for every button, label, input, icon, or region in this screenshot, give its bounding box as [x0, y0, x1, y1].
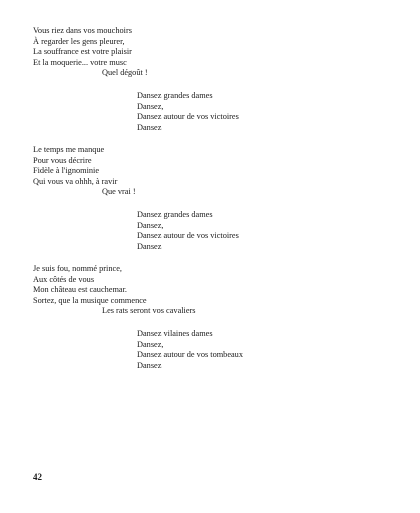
stanza-2: [33, 145, 136, 198]
verse-line-indented: Les rats seront vos cavaliers: [102, 306, 196, 316]
chorus-line: Dansez: [137, 241, 162, 251]
stanza-1: [33, 26, 148, 79]
verse-line: Je suis fou, nommé prince,: [33, 264, 122, 273]
chorus-3: [137, 329, 243, 371]
chorus-line: Dansez,: [137, 339, 164, 349]
verse-line: Et la moquerie... votre musc: [33, 57, 127, 67]
chorus-line: Dansez,: [137, 220, 164, 230]
chorus-line: Dansez autour de vos tombeaux: [137, 350, 243, 360]
verse-line: Pour vous décrire: [33, 155, 92, 165]
chorus-line: Dansez autour de vos victoires: [137, 231, 239, 241]
verse-line: Aux côtés de vous: [33, 274, 95, 284]
chorus-line: Dansez autour de vos victoires: [137, 112, 239, 122]
chorus-line: Dansez grandes dames: [137, 210, 213, 219]
verse-line: Qui vous va ohhh, à ravir: [33, 176, 118, 186]
verse-line: À regarder les gens pleurer,: [33, 36, 125, 46]
verse-line: Sortez, que la musique commence: [33, 295, 147, 305]
verse-line: Le temps me manque: [33, 145, 105, 154]
chorus-line: Dansez: [137, 360, 162, 370]
chorus-2: [137, 210, 239, 252]
verse-line: Vous riez dans vos mouchoirs: [33, 26, 132, 35]
verse-line: La souffrance est votre plaisir: [33, 47, 132, 57]
page-number: 42: [33, 472, 42, 482]
verse-line-indented: Que vrai !: [102, 187, 136, 197]
chorus-1: [137, 91, 239, 133]
verse-line: Mon château est cauchemar.: [33, 285, 127, 295]
verse-line-indented: Quel dégoût !: [102, 68, 148, 78]
stanza-3: [33, 264, 196, 317]
chorus-line: Dansez,: [137, 101, 164, 111]
chorus-line: Dansez vilaines dames: [137, 329, 213, 338]
chorus-line: Dansez grandes dames: [137, 91, 213, 100]
verse-line: Fidèle à l'ignominie: [33, 166, 100, 176]
chorus-line: Dansez: [137, 122, 162, 132]
